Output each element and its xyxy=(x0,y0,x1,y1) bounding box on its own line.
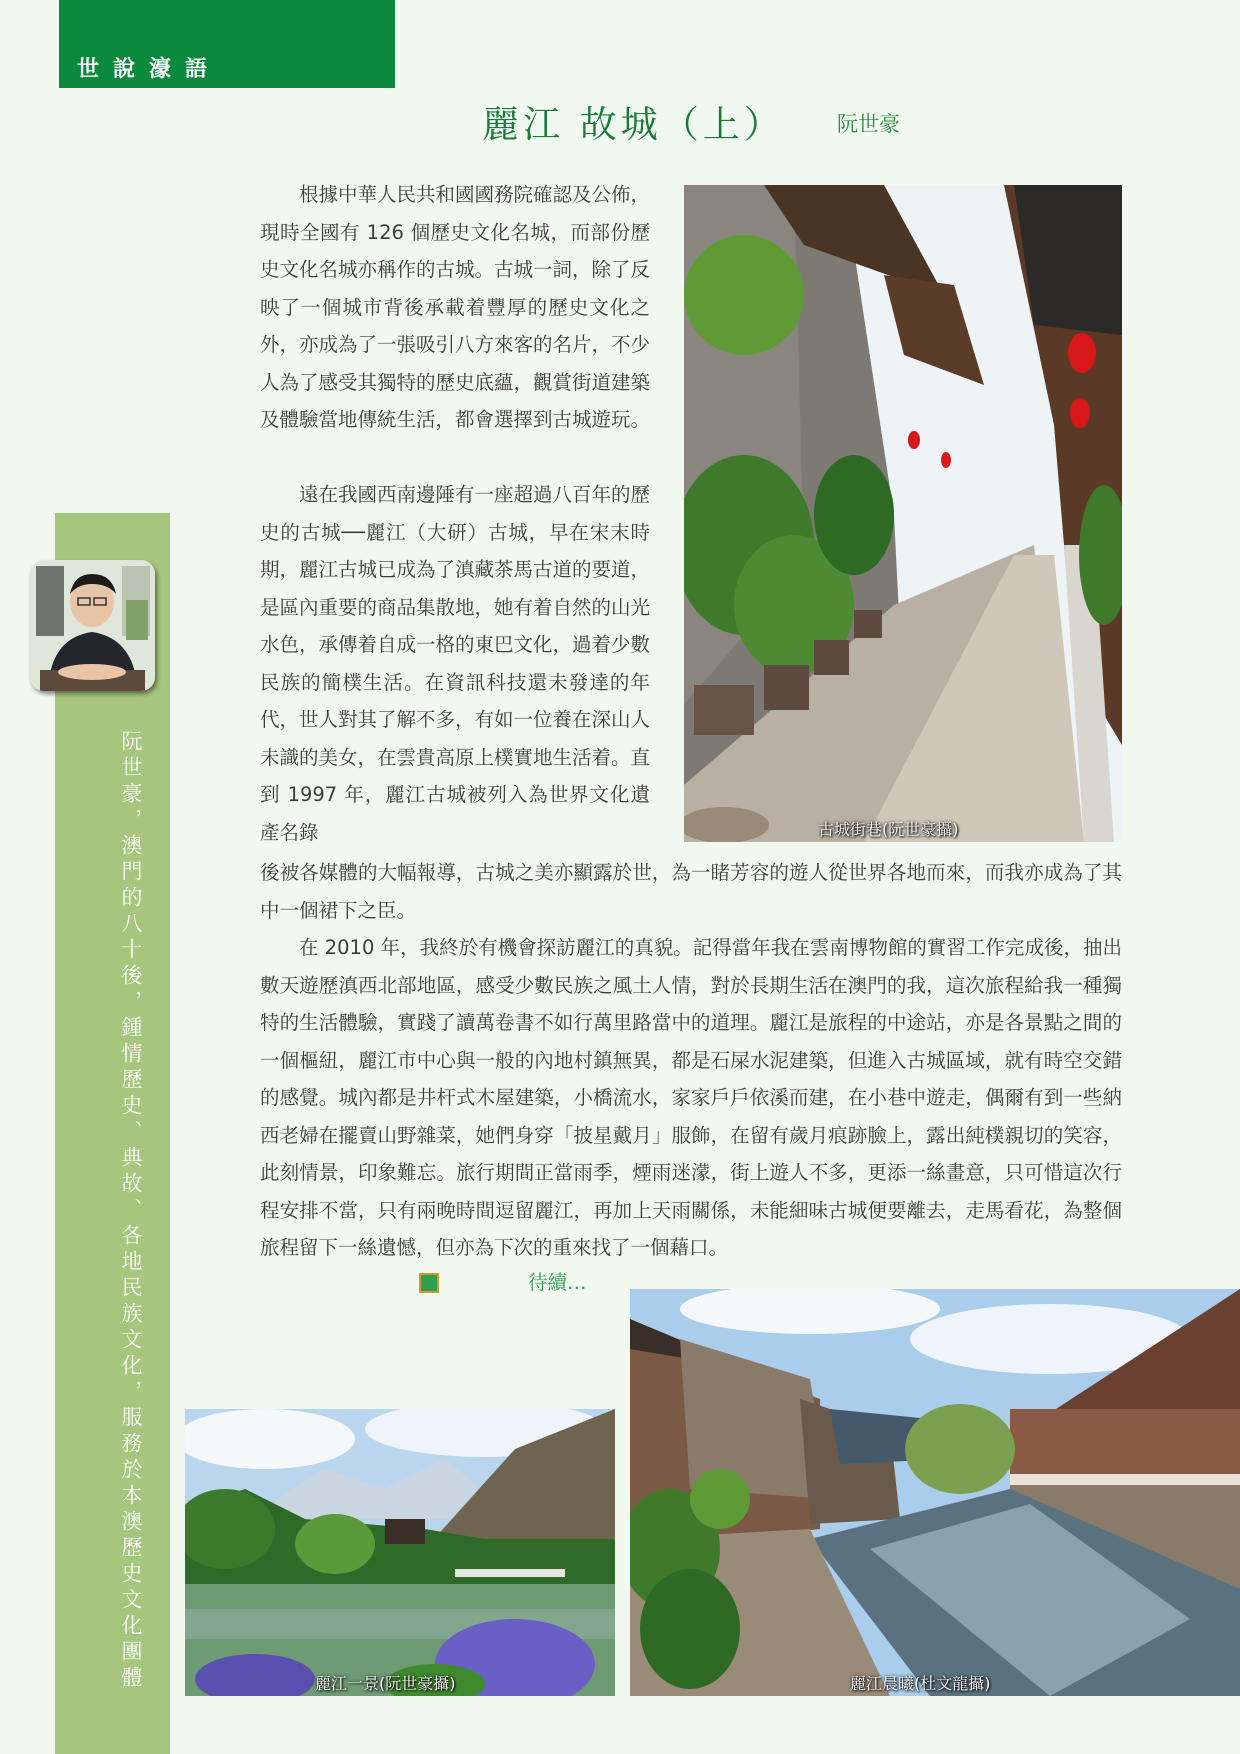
photo-old-town-alley xyxy=(684,185,1122,842)
author-avatar xyxy=(30,560,155,691)
end-mark-icon xyxy=(419,1273,439,1293)
photo-river-morning xyxy=(630,1289,1240,1696)
column-name: 世說濠語 xyxy=(77,56,222,82)
article-title: 麗江 故城（上） xyxy=(482,103,785,146)
paragraph-3-text: 在 2010 年，我終於有機會探訪麗江的真貌。記得當年我在雲南博物館的實習工作完成後，抽出數天遊歷滇西北部地區，感受少數民族之風土人情，對於長期生活在澳門的我，這次旅程給我一種獨特的生活體驗，實踐了讀萬卷書不如行萬里路當中的道理。麗江是旅程的中途站，亦是各景點之間的一個樞紐，麗江市中心與一般的內地村鎮無異，都是石屎水泥建築，但進入古城區域，就有時空交錯的感覺。城內都是井杆式木屋建築，小橋流水，家家戶戶依溪而建，在小巷中遊走，偶爾有到一些納西老婦在擺賣山野雜菜，她們身穿「披星戴月」服飾，在留有歲月痕跡臉上，露出純樸親切的笑容，此刻情景，印象難忘。旅行期間正當雨季，煙雨迷濛，街上遊人不多，更添一絲畫意，只可惜這次行程安排不當，只有兩晚時間逗留麗江，再加上天雨關係，未能細味古城便要離去，走馬看花，為整個旅程留下一絲遺憾，但亦為下次的重來找了一個藉口。 xyxy=(260,936,1122,1259)
paragraph-1-text: 根據中華人民共和國國務院確認及公佈，現時全國有 126 個歷史文化名城，而部份歷史文化名城亦稱作的古城。古城一詞，除了反映了一個城市背後承載着豐厚的歷史文化之外，亦成為了一張吸引八方來客的名片，不少人為了感受其獨特的歷史底蘊，觀賞街道建築及體驗當地傳統生活，都會選擇到古城遊玩。 xyxy=(260,183,651,431)
caption-alley: 古城街巷(阮世豪攝) xyxy=(818,820,959,839)
avatar-portrait xyxy=(30,560,155,691)
article-author: 阮世豪 xyxy=(837,112,900,136)
paragraph-2-continued-text: 後被各媒體的大幅報導，古城之美亦顯露於世，為一睹芳容的遊人從世界各地而來，而我亦成為了其中一個裙下之臣。 xyxy=(260,861,1122,922)
caption-river: 麗江晨曦(杜文龍攝) xyxy=(850,1674,991,1693)
paragraph-2 xyxy=(260,476,650,851)
paragraph-2-text: 遠在我國西南邊陲有一座超過八百年的歷史的古城──麗江（大研）古城，早在宋末時期，麗江古城已成為了滇藏茶馬古道的要道，是區內重要的商品集散地，她有着自然的山光水色，承傳着自成一格的東巴文化，過着少數民族的簡樸生活。在資訊科技還未發達的年代，世人對其了解不多，有如一位養在深山人未識的美女，在雲貴高原上樸實地生活着。直到 1997 年，麗江古城被列入為世界文化遺產名錄 xyxy=(260,483,651,844)
to-be-continued: 待續… xyxy=(528,1271,587,1294)
author-bio: 阮世豪，澳門的八十後，鍾情歷史、典故、各地民族文化，服務於本澳歷史文化團體 xyxy=(119,730,143,1692)
paragraph-2-continued xyxy=(260,854,1122,929)
paragraph-1 xyxy=(260,176,650,439)
photo-lake-view xyxy=(185,1409,615,1696)
column-header xyxy=(59,0,395,88)
author-sidebar xyxy=(55,513,170,1754)
caption-lake: 麗江一景(阮世豪攝) xyxy=(315,1674,456,1693)
paragraph-3 xyxy=(260,929,1122,1267)
